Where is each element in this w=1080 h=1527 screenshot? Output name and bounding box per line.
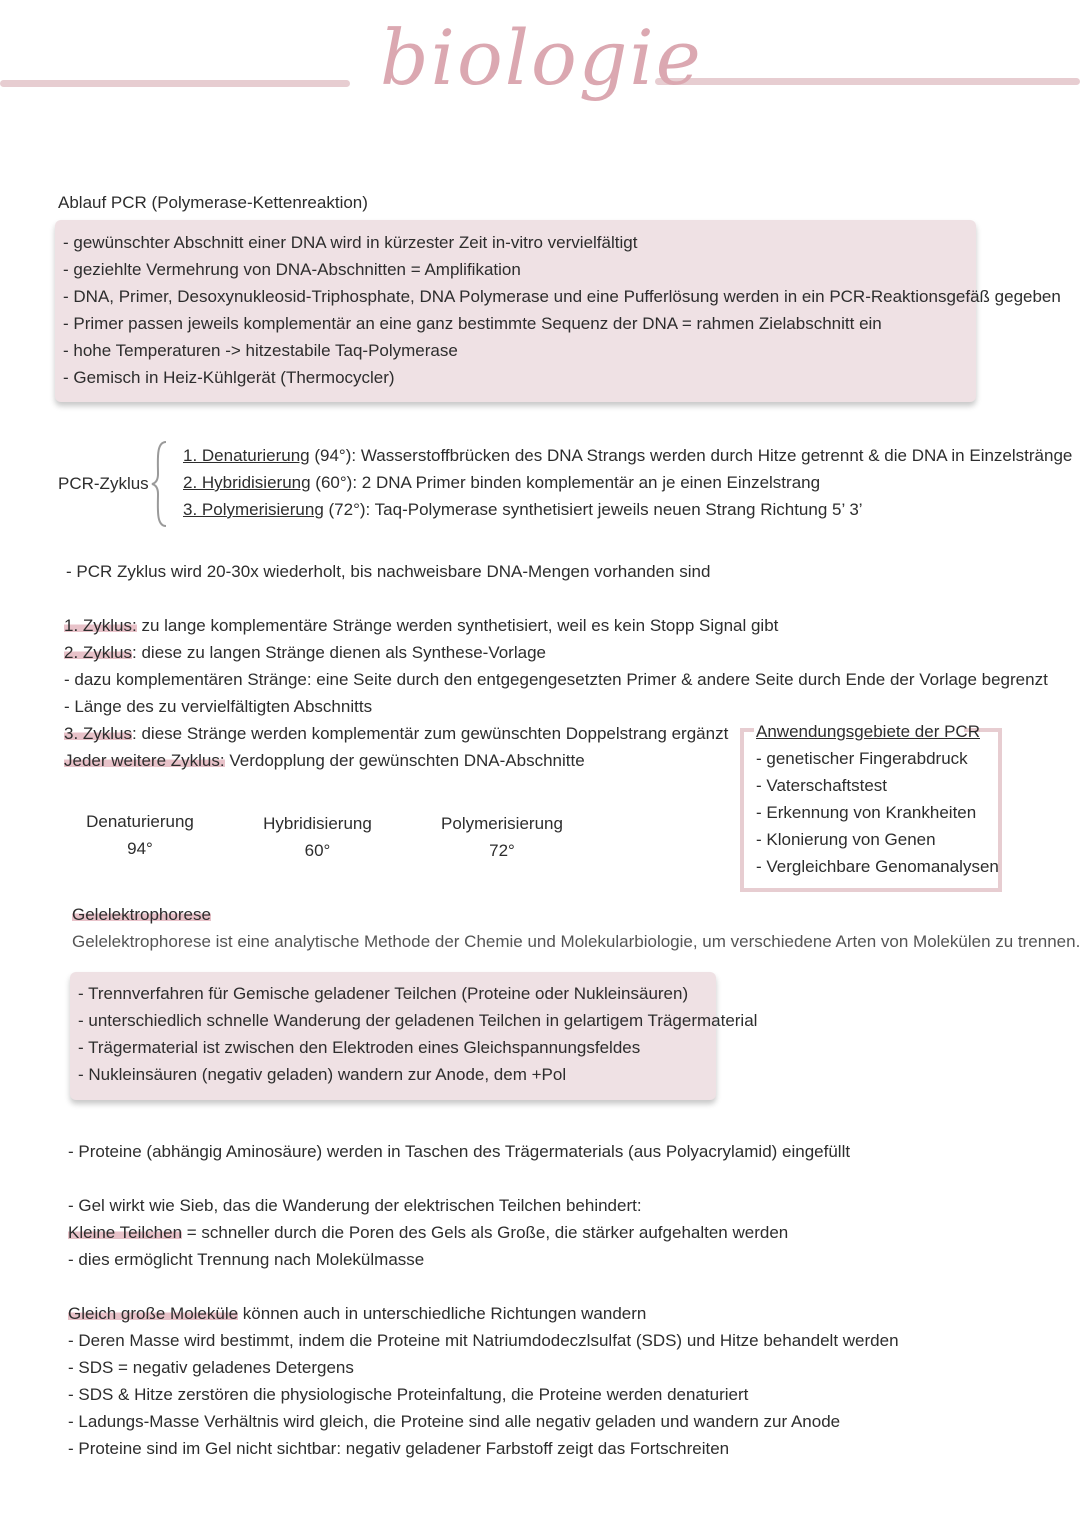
equal-key: Gleich große Moleküle: [68, 1304, 239, 1323]
gel-sieve-line: - Gel wirkt wie Sieb, das die Wanderung der elektrischen Teilchen behindert:: [68, 1196, 642, 1215]
cycle-step-denaturierung: [183, 442, 1072, 469]
pcr-box-item: - geziehlte Vermehrung von DNA-Abschnitten = Amplifikation: [63, 260, 521, 279]
cycle-text: : diese Stränge werden komplementär zum gewünschten Doppelstrang ergänzt: [132, 724, 729, 743]
pcr-box-item: - hohe Temperaturen -> hitzestabile Taq-Polymerase: [63, 341, 458, 360]
step-text: (60°): 2 DNA Primer binden komplementär an je einen Einzelstrang: [310, 473, 821, 492]
pcr-cycle-label: PCR-Zyklus: [58, 474, 149, 493]
page-title: biologie: [380, 13, 703, 102]
gel-box-item: - Nukleinsäuren (negativ geladen) wandern zur Anode, dem +Pol: [78, 1065, 567, 1084]
gel-intro: Gelelektrophorese ist eine analytische Methode der Chemie und Molekularbiologie, um verschiedene Arten von Molekülen zu trennen.: [72, 932, 1080, 951]
small-key: Kleine Teilchen: [68, 1223, 183, 1242]
temp-name: Hybridisierung: [263, 814, 372, 833]
pcr-box-item: - Gemisch in Heiz-Kühlgerät (Thermocycler): [63, 368, 395, 387]
header-rule-right: [655, 78, 1080, 85]
application-item: - Erkennung von Krankheiten: [756, 803, 977, 822]
step-term: 3. Polymerisierung: [183, 500, 324, 519]
sds-line: - Proteine sind im Gel nicht sichtbar: negativ geladener Farbstoff zeigt das Fortschreiten: [68, 1439, 730, 1458]
step-term: 1. Denaturierung: [183, 446, 310, 465]
pcr-box-item: - gewünschter Abschnitt einer DNA wird in kürzester Zeit in-vitro vervielfältigt: [63, 233, 638, 252]
step-text: (72°): Taq-Polymerase synthetisiert jeweils neuen Strang Richtung 5’ 3’: [323, 500, 863, 519]
cycle-line: [64, 639, 1048, 666]
cycle-step-hybridisierung: [183, 469, 1072, 496]
temp-value: 94°: [127, 839, 153, 858]
temp-name: Denaturierung: [86, 812, 194, 831]
temp-hybridisierung: [255, 810, 380, 864]
temp-polymerisierung: [436, 810, 568, 864]
brace-icon: [150, 440, 170, 528]
sds-line: - Ladungs-Masse Verhältnis wird gleich, die Proteine sind alle negativ geladen und wandern zur Anode: [68, 1412, 841, 1431]
pcr-cycle-steps: [183, 442, 1072, 523]
temp-name: Polymerisierung: [441, 814, 563, 833]
gel-box-item: - unterschiedlich schnelle Wanderung der geladenen Teilchen in gelartigem Trägermaterial: [78, 1011, 758, 1030]
cycle-line: [64, 693, 1048, 720]
cycle-text: - dazu komplementären Stränge: eine Seite durch den entgegengesetzten Primer & andere Seite durch Ende der Vorlage begrenzt: [64, 670, 1048, 689]
cycle-key: 1. Zyklus:: [64, 616, 137, 635]
cycle-key: 3. Zyklus: [64, 724, 133, 743]
gel-sieve-block: [68, 1192, 788, 1273]
application-item: - Klonierung von Genen: [756, 830, 936, 849]
pcr-box-item: - DNA, Primer, Desoxynukleosid-Triphosphate, DNA Polymerase und eine Pufferlösung werden in ein PCR-Reaktionsgefäß gegeben: [63, 287, 1061, 306]
applications-box-top-left: [740, 728, 754, 732]
temp-denaturierung: [80, 808, 200, 862]
gel-equal-line: [68, 1300, 899, 1327]
gel-small-line: [68, 1219, 788, 1246]
small-text: = schneller durch die Poren des Gels als Große, die stärker aufgehalten werden: [182, 1223, 789, 1242]
gel-box-item: - Trägermaterial ist zwischen den Elektroden eines Gleichspannungsfeldes: [78, 1038, 641, 1057]
equal-text: können auch in unterschiedliche Richtungen wandern: [238, 1304, 647, 1323]
sds-line: - SDS & Hitze zerstören die physiologische Proteinfaltung, die Proteine werden denaturiert: [68, 1385, 749, 1404]
cycle-line: [64, 666, 1048, 693]
gel-heading: [72, 901, 211, 928]
gel-sds-block: [68, 1300, 899, 1462]
cycle-step-polymerisierung: [183, 496, 1072, 523]
cycle-text: zu lange komplementäre Stränge werden synthetisiert, weil es kein Stopp Signal gibt: [136, 616, 779, 635]
cycle-key: Jeder weitere Zyklus:: [64, 751, 225, 770]
gel-mass-line: - dies ermöglicht Trennung nach Molekülmasse: [68, 1250, 425, 1269]
step-text: (94°): Wasserstoffbrücken des DNA Strangs werden durch Hitze getrennt & die DNA in Einzelstränge: [309, 446, 1073, 465]
cycle-line: [64, 612, 1048, 639]
gel-summary-box: [70, 972, 758, 1100]
applications-heading: Anwendungsgebiete der PCR: [756, 722, 980, 741]
header-rule-left: [0, 80, 350, 87]
gel-heading-text: Gelelektrophorese: [72, 905, 211, 924]
step-term: 2. Hybridisierung: [183, 473, 311, 492]
sds-line: - Deren Masse wird bestimmt, indem die Proteine mit Natriumdodeczlsulfat (SDS) und Hitze behandelt werden: [68, 1331, 899, 1350]
application-item: - genetischer Fingerabdruck: [756, 749, 968, 768]
application-item: - Vaterschaftstest: [756, 776, 888, 795]
cycle-text: : diese zu langen Stränge dienen als Synthese-Vorlage: [132, 643, 546, 662]
application-item: - Vergleichbare Genomanalysen: [756, 857, 999, 876]
temp-value: 60°: [304, 841, 331, 860]
cycle-key: 2. Zyklus: [64, 643, 133, 662]
pcr-summary-box: [55, 220, 1061, 402]
cycle-text: - Länge des zu vervielfältigten Abschnitts: [64, 697, 373, 716]
gel-proteins-note: - Proteine (abhängig Aminosäure) werden in Taschen des Trägermaterials (aus Polyacrylamid) eingefüllt: [68, 1142, 851, 1161]
pcr-heading: Ablauf PCR (Polymerase-Kettenreaktion): [58, 193, 368, 212]
temp-value: 72°: [489, 841, 515, 860]
pcr-repeat-note: - PCR Zyklus wird 20-30x wiederholt, bis nachweisbare DNA-Mengen vorhanden sind: [66, 562, 711, 581]
sds-line: - SDS = negativ geladenes Detergens: [68, 1358, 354, 1377]
gel-box-item: - Trennverfahren für Gemische geladener Teilchen (Proteine oder Nukleinsäuren): [78, 984, 689, 1003]
cycle-text: Verdopplung der gewünschten DNA-Abschnitte: [224, 751, 585, 770]
pcr-box-item: - Primer passen jeweils komplementär an eine ganz bestimmte Sequenz der DNA = rahmen Zielabschnitt ein: [63, 314, 882, 333]
applications-list: [756, 718, 999, 880]
